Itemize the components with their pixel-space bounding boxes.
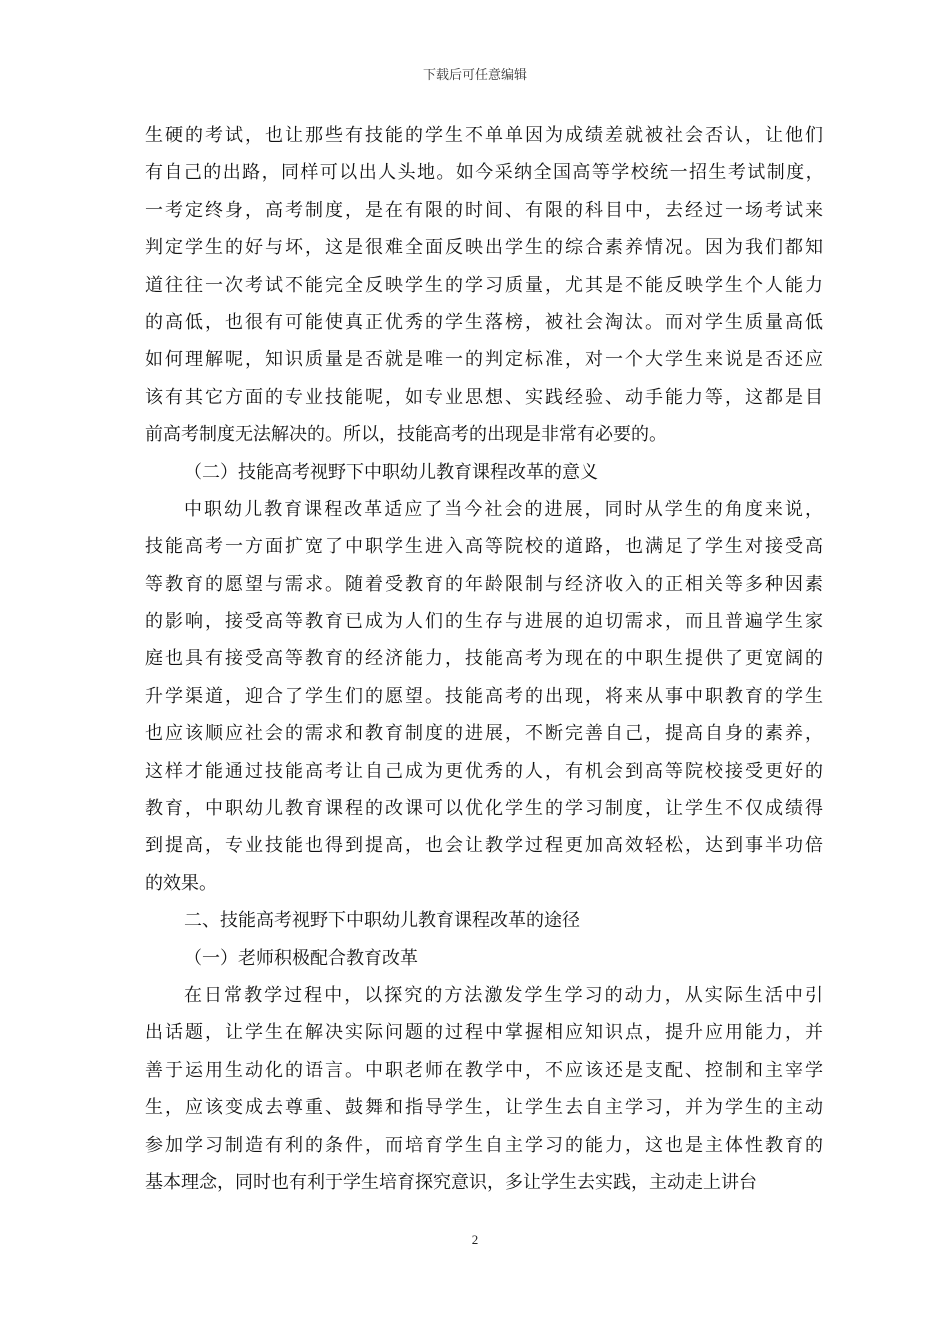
text-line: 的影响，接受高等教育已成为人们的生存与进展的迫切需求，而且普遍学生家 bbox=[145, 611, 825, 633]
text-line: 参加学习制造有利的条件，而培育学生自主学习的能力，这也是主体性教育的 bbox=[145, 1134, 825, 1156]
text-line: 基本理念，同时也有利于学生培育探究意识，多让学生去实践，主动走上讲台 bbox=[145, 1171, 757, 1193]
text-line: （二）技能高考视野下中职幼儿教育课程改革的意义 bbox=[184, 461, 598, 483]
text-line: 生，应该变成去尊重、鼓舞和指导学生，让学生去自主学习，并为学生的主动 bbox=[145, 1097, 825, 1119]
text-line: 判定学生的好与坏，这是很难全面反映出学生的综合素养情况。因为我们都知 bbox=[145, 237, 825, 259]
text-line: 善于运用生动化的语言。中职老师在教学中，不应该还是支配、控制和主宰学 bbox=[145, 1059, 825, 1081]
text-line: 技能高考一方面扩宽了中职学生进入高等院校的道路，也满足了学生对接受高 bbox=[145, 536, 825, 558]
text-line: 的效果。 bbox=[145, 872, 217, 894]
text-line: 前高考制度无法解决的。所以，技能高考的出现是非常有必要的。 bbox=[145, 424, 667, 446]
text-line: 二、技能高考视野下中职幼儿教育课程改革的途径 bbox=[184, 910, 580, 932]
text-line: 有自己的出路，同样可以出人头地。如今采纳全国高等学校统一招生考试制度， bbox=[145, 162, 825, 184]
text-line: 中职幼儿教育课程改革适应了当今社会的进展，同时从学生的角度来说， bbox=[184, 498, 825, 520]
text-line: 道往往一次考试不能完全反映学生的学习质量，尤其是不能反映学生个人能力 bbox=[145, 274, 825, 296]
text-line: 在日常教学过程中，以探究的方法激发学生学习的动力，从实际生活中引 bbox=[184, 984, 825, 1006]
text-line: （一）老师积极配合教育改革 bbox=[184, 947, 418, 969]
text-line: 生硬的考试，也让那些有技能的学生不单单因为成绩差就被社会否认，让他们 bbox=[145, 125, 825, 146]
text-line: 教育，中职幼儿教育课程的改课可以优化学生的学习制度，让学生不仅成绩得 bbox=[145, 798, 825, 820]
text-line: 这样才能通过技能高考让自己成为更优秀的人，有机会到高等院校接受更好的 bbox=[145, 760, 825, 782]
document-body bbox=[145, 117, 825, 1201]
text-line: 也应该顺应社会的需求和教育制度的进展，不断完善自己，提高自身的素养， bbox=[145, 723, 825, 745]
text-line: 升学渠道，迎合了学生们的愿望。技能高考的出现，将来从事中职教育的学生 bbox=[145, 685, 825, 707]
page-header: 下载后可任意编辑 bbox=[422, 68, 527, 83]
text-line: 出话题，让学生在解决实际问题的过程中掌握相应知识点，提升应用能力，并 bbox=[145, 1022, 825, 1044]
text-line: 一考定终身，高考制度，是在有限的时间、有限的科目中，去经过一场考试来 bbox=[145, 199, 825, 221]
text-line: 的高低，也很有可能使真正优秀的学生落榜，被社会淘汰。而对学生质量高低 bbox=[145, 311, 825, 333]
text-line: 庭也具有接受高等教育的经济能力，技能高考为现在的中职生提供了更宽阔的 bbox=[145, 648, 825, 670]
text-line: 到提高，专业技能也得到提高，也会让教学过程更加高效轻松，达到事半功倍 bbox=[145, 835, 825, 857]
text-line: 等教育的愿望与需求。随着受教育的年龄限制与经济收入的正相关等多种因素 bbox=[145, 573, 825, 595]
page-number: 2 bbox=[471, 1232, 479, 1247]
text-line: 如何理解呢，知识质量是否就是唯一的判定标准，对一个大学生来说是否还应 bbox=[145, 349, 825, 371]
text-line: 该有其它方面的专业技能呢，如专业思想、实践经验、动手能力等，这都是目 bbox=[145, 386, 825, 408]
